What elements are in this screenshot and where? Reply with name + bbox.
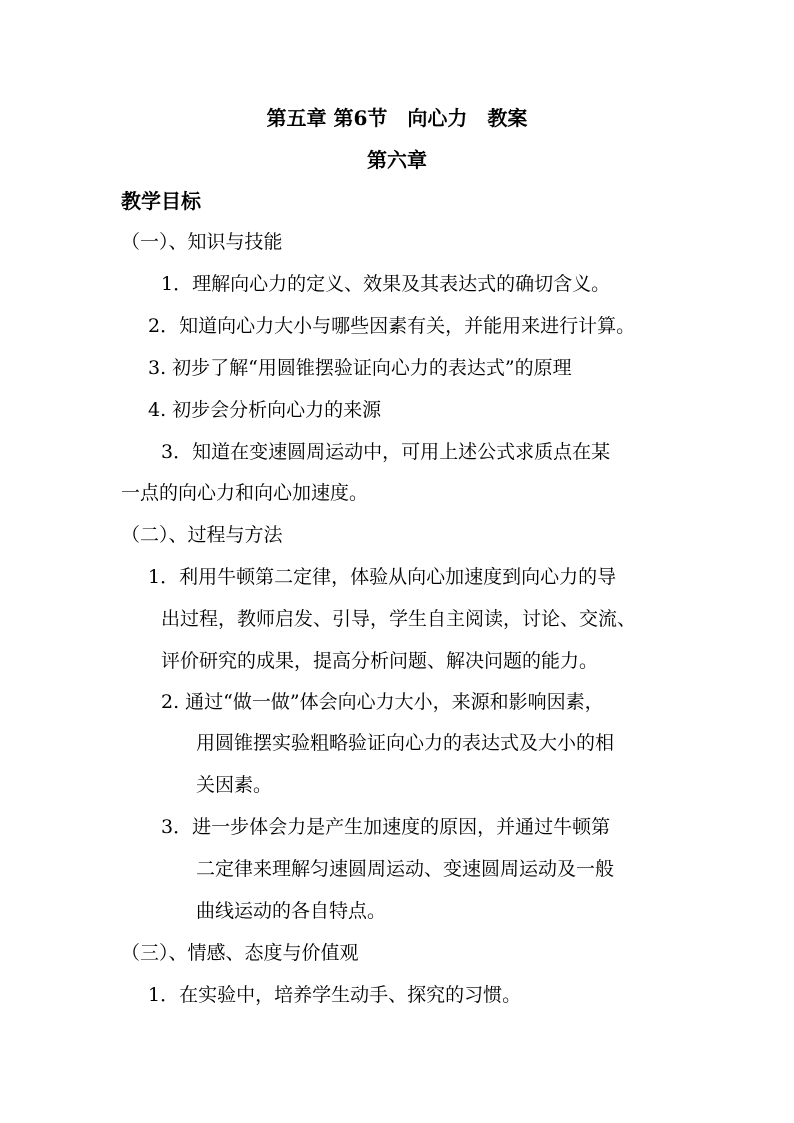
chapter-subtitle: 第六章 [367,148,427,172]
part1-item5-line1: 3．知道在变速圆周运动中，可用上述公式求质点在某 [161,441,611,463]
part1-item2: 2．知道向心力大小与哪些因素有关，并能用来进行计算。 [148,315,636,337]
part1-item4: 4. 初步会分析向心力的来源 [148,399,382,421]
part2-item1-line1: 1．利用牛顿第二定律，体验从向心加速度到向心力的导 [148,566,617,588]
part1-item1: 1．理解向心力的定义、效果及其表达式的确切含义。 [161,273,611,295]
part1-item5-line2: 一点的向心力和向心加速度。 [121,482,369,504]
part3-item1: 1．在实验中，培养学生动手、探究的习惯。 [148,984,522,1006]
part2-item2-line2: 用圆锥摆实验粗略验证向心力的表达式及大小的相 [196,732,615,754]
part2-item2-line3: 关因素。 [196,774,273,796]
part3-heading: （三）、情感、态度与价值观 [121,942,359,964]
goals-heading: 教学目标 [121,189,201,213]
part2-item3-line3: 曲线运动的各自特点。 [196,900,387,922]
part2-item1-line3: 评价研究的成果，提高分析问题、解决问题的能力。 [161,650,599,672]
part2-item3-line2: 二定律来理解匀速圆周运动、变速圆周运动及一般 [196,858,615,880]
part2-item1-line2: 出过程，教师启发、引导，学生自主阅读，讨论、交流、 [161,608,637,630]
part2-heading: （二）、过程与方法 [121,524,283,546]
part2-item2-line1: 2. 通过“做一做”体会向心力大小，来源和影响因素， [161,691,604,713]
part2-item3-line1: 3．进一步体会力是产生加速度的原因，并通过牛顿第 [161,816,611,838]
page-title: 第五章 第6节 向心力 教案 [266,106,528,130]
part1-item3: 3. 初步了解“用圆锥摆验证向心力的表达式”的原理 [148,357,572,379]
part1-heading: （一）、知识与技能 [121,231,283,253]
